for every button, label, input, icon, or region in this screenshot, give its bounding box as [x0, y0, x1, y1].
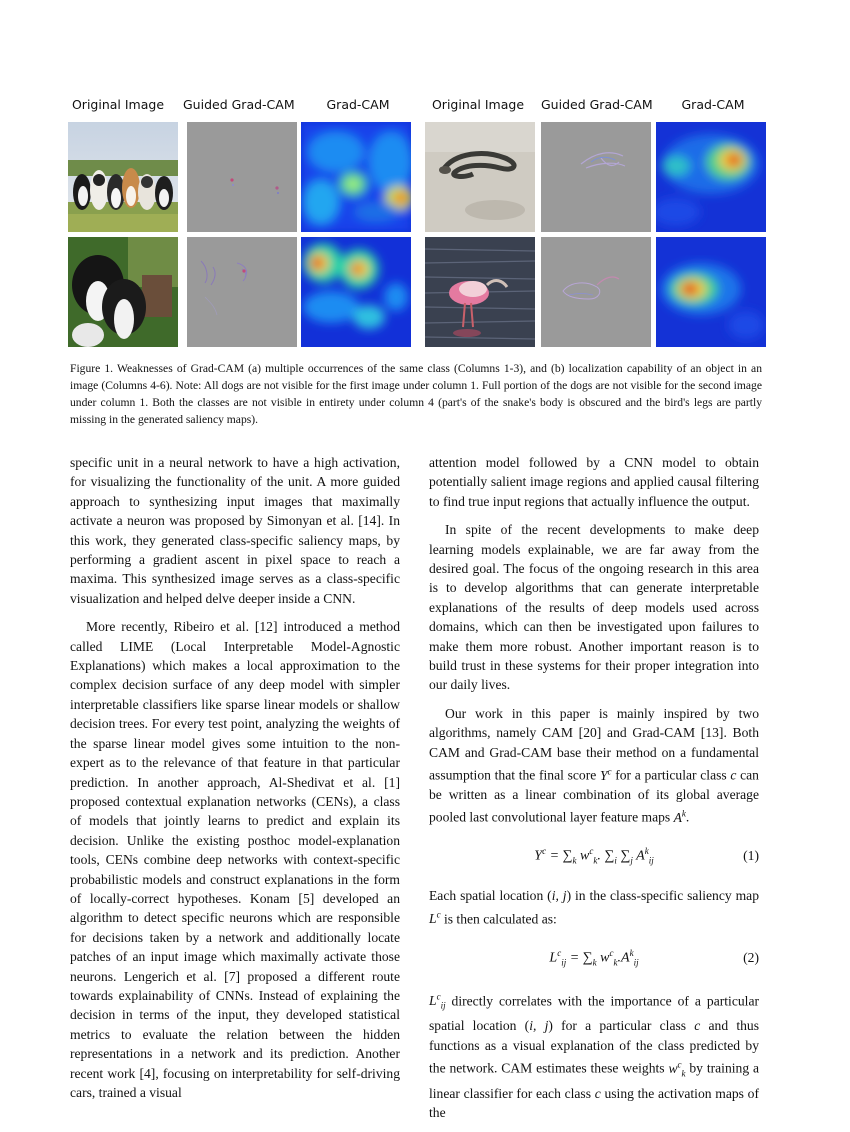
- gradcam-heatmap-dogs-closeup: [301, 237, 411, 347]
- paragraph: Each spatial location (i, j) in the class-specific saliency map $L^c$ is then calculated as:: [429, 888, 759, 927]
- equation-1-math: $Y^c = \sum_k$ $w^c_k$. $\sum_i$ $\sum_j$ $A^k_{ij}$: [534, 846, 654, 866]
- image-dogs-group: [68, 122, 178, 232]
- guided-gradcam-snake: [541, 122, 651, 232]
- guided-gradcam-spoonbill: [541, 237, 651, 347]
- equation-2: [429, 938, 759, 980]
- paragraph: specific unit in a neural network to have a high activation, for visualizing the functionality of the unit. A more guided approach to synthesizing input images that maximally activate a neuron was proposed by Simonyan et al. [14]. In this work, they generated class-specific saliency maps, by performing a gradient ascent in pixel space to reach a maxima. This synthesized image serves as a class-specific visualization and helped delve deeper inside a CNN.: [70, 455, 400, 606]
- image-spoonbill-water: [425, 237, 535, 347]
- header-gradcam-1: Grad-CAM: [326, 97, 390, 112]
- paragraph: Our work in this paper is mainly inspired by two algorithms, namely CAM [20] and Grad-CAM [13]. Both CAM and Grad-CAM base their method on a fundamental assumption that the final score $Y^c$ for a particular class c can be written as a linear combination of its global average pooled last convolutional layer feature maps $A^k$.: [429, 705, 759, 825]
- image-dogs-closeup: [68, 237, 178, 347]
- header-original-image-2: Original Image: [431, 97, 525, 112]
- right-column: [429, 453, 759, 1132]
- header-original-image-1: Original Image: [71, 97, 165, 112]
- equation-1: [429, 836, 759, 878]
- paragraph: In spite of the recent developments to make deep learning models explainable, we are far away from the desired goal. The focus of the ongoing research in this area is to develop algorithms that can generate interpretable explanations of the results of deep models used across domains, which can then be investigated upon failures to make them more robust. Another important reason is to build trust in these systems for their proper integration into our daily lives.: [429, 522, 759, 693]
- text-run: for a particular class: [552, 1018, 695, 1034]
- text-run: using the activation maps of the: [429, 1085, 759, 1121]
- guided-gradcam-dogs-closeup: [187, 237, 297, 347]
- text-run: for a particular class: [611, 767, 731, 783]
- equation-2-math: $L^c_{ij} = \sum_k$ $w^c_k.A^k_{ij}$: [549, 947, 639, 968]
- gradcam-heatmap-spoonbill: [656, 237, 766, 347]
- text-run: Our work in this paper is mainly inspired by two algorithms, namely CAM [20] and Grad-CAM [13]. Both CAM and Grad-CAM base their method on a fundamental assumption that the final score: [429, 705, 759, 783]
- guided-gradcam-dogs-group: [187, 122, 297, 232]
- paragraph: attention model followed by a CNN model to obtain potentially salient image regions and applied causal filtering to find true input regions that actually influence the output.: [429, 455, 759, 509]
- text-run: can be written as a linear combination of its global average pooled last convolutional layer feature maps: [429, 767, 759, 825]
- left-column: [70, 453, 400, 1111]
- figure-caption: Figure 1. Weaknesses of Grad-CAM (a) multiple occurrences of the same class (Columns 1-3), and (b) localization capability of an object in an image (Columns 4-6). Note: All dogs are not visible for the first image under column 1. Full portion of the dogs are not visible for the second image under column 1. Both the classes are not visible in entirety under column 4 (part's of the snake's body is obscured and the bird's legs are partly missing in the generated saliency maps).: [70, 362, 762, 426]
- gradcam-heatmap-dogs-group: [301, 122, 411, 232]
- paragraph: More recently, Ribeiro et al. [12] introduced a method called LIME (Local Interpretable Model-Agnostic Explanations) which makes a local approximation to the complex decision surface of any deep model with simpler interpretable classifiers like sparse linear models or shallow decision trees. For every test point, analyzing the weights of the sparse linear model gives some intuition to the non-expert as to the relevance of that feature in that particular prediction. In another approach, Al-Shedivat et al. [1] proposed contextual explanation networks (CENs), a class of models that jointly learns to predict and explain its decision. Unlike the existing posthoc model-explanation tools, CENs combine deep networks with context-specific probabilistic models and construct explanations in the form of locally-correct hypotheses. Konam [5] developed an algorithm to detect specific neurons which are responsible for decisions taken by a network and additionally locate patches of an input image which maximally activate those neurons. Lengerich et al. [7] proposed a different route towards explainability of CNNs. Instead of explaining the decision in terms of the input, they developed statistical metrics to evaluate the relation between the hidden representations in a network and its prediction. Another recent work [4], focusing on interpretability for self-driving cars, trained a visual: [70, 619, 400, 1100]
- text-run: by training a linear classifier for each class: [429, 1060, 759, 1101]
- text-run: in the class-specific saliency map: [571, 888, 759, 904]
- text-run: is then calculated as:: [440, 911, 557, 927]
- text-run: .: [685, 809, 690, 825]
- text-run: and thus functions as a visual explanation of the class predicted by the network. CAM estimates these weights: [429, 1018, 759, 1076]
- image-snake-sand: [425, 122, 535, 232]
- equation-2-number: (2): [743, 949, 759, 965]
- text-run: Each spatial location: [429, 888, 548, 904]
- gradcam-heatmap-snake: [656, 122, 766, 232]
- header-guided-gradcam-1: Guided Grad-CAM: [183, 97, 295, 112]
- equation-1-number: (1): [743, 848, 759, 864]
- paragraph: $L^c_{ij}$ directly correlates with the importance of a particular spatial location (i, j) for a particular class c and thus functions as a visual explanation of the class predicted by the network. CAM estimates these weights $w^c_k$ by training a linear classifier for each class c using the activation maps of the: [429, 991, 759, 1121]
- text-run: directly correlates with the importance of a particular spatial location: [429, 993, 759, 1034]
- header-gradcam-2: Grad-CAM: [681, 97, 745, 112]
- header-guided-gradcam-2: Guided Grad-CAM: [541, 97, 653, 112]
